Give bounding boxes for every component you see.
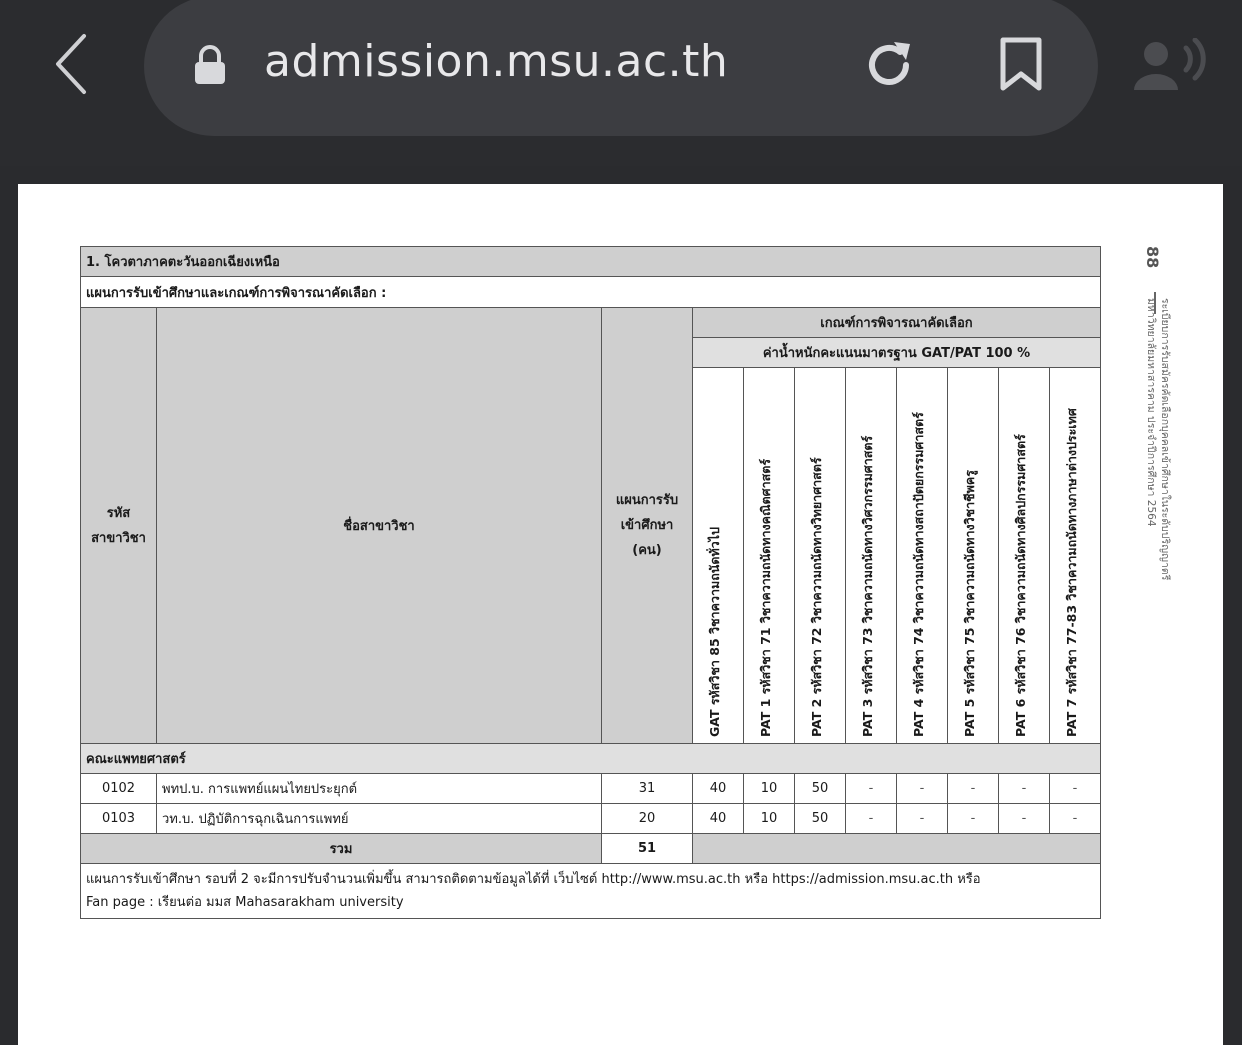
row-name: วท.บ. ปฏิบัติการฉุกเฉินการแพทย์ — [157, 804, 602, 834]
page-number: 88 — [1143, 246, 1162, 269]
row-value: - — [999, 804, 1050, 834]
admission-table — [80, 246, 1101, 919]
row-value: - — [999, 774, 1050, 804]
row-plan: 31 — [602, 774, 693, 804]
row-value: 40 — [693, 774, 744, 804]
row-plan: 20 — [602, 804, 693, 834]
header-subject-pat3: PAT 3 รหัสวิชา 73 วิชาความถนัดทางวิศวกรรมศาสตร์ — [846, 368, 897, 744]
side-text-line-2: มหาวิทยาลัยมหาสารคาม ประจำปีการศึกษา 2564 — [1145, 298, 1157, 527]
total-label: รวม — [81, 834, 602, 864]
row-value: - — [1050, 804, 1101, 834]
header-weight: ค่าน้ำหนักคะแนนมาตรฐาน GAT/PAT 100 % — [693, 338, 1101, 368]
row-value: 50 — [795, 804, 846, 834]
row-value: - — [948, 804, 999, 834]
section-title: 1. โควตาภาคตะวันออกเฉียงเหนือ — [81, 247, 1101, 277]
header-plan: แผนการรับ เข้าศึกษา (คน) — [602, 308, 693, 744]
browser-toolbar — [0, 0, 1242, 166]
header-criteria: เกณฑ์การพิจารณาคัดเลือก — [693, 308, 1101, 338]
row-value: 10 — [744, 774, 795, 804]
bookmark-icon[interactable] — [998, 36, 1044, 92]
lock-icon — [192, 44, 228, 86]
header-subject-pat7: PAT 7 รหัสวิชา 77-83 วิชาความถนัดทางภาษาต่างประเทศ — [1050, 368, 1101, 744]
total-filler — [693, 834, 1101, 864]
row-value: 40 — [693, 804, 744, 834]
table-row — [81, 804, 1101, 834]
header-name: ชื่อสาขาวิชา — [157, 308, 602, 744]
side-text-line-1: ระเบียบการรับสมัครคัดเลือกบุคคลเข้าศึกษาในระดับปริญญาตรี — [1159, 298, 1171, 581]
note-line-1: แผนการรับเข้าศึกษา รอบที่ 2 จะมีการปรับจำนวนเพิ่มขึ้น สามารถติดตามข้อมูลได้ที่ เว็บไซต์ http://www.msu.ac.th หรือ https://admission.msu.ac.th หรือ — [86, 872, 981, 887]
row-value: - — [897, 804, 948, 834]
header-subject-pat4: PAT 4 รหัสวิชา 74 วิชาความถนัดทางสถาปัตยกรรมศาสตร์ — [897, 368, 948, 744]
note-line-2: Fan page : เรียนต่อ มมส Mahasarakham university — [86, 895, 404, 910]
plan-subtitle: แผนการรับเข้าศึกษาและเกณฑ์การพิจารณาคัดเลือก : — [81, 277, 1101, 308]
row-value: - — [846, 774, 897, 804]
row-value: - — [1050, 774, 1101, 804]
faculty-row: คณะแพทยศาสตร์ — [81, 744, 1101, 774]
header-subject-pat6: PAT 6 รหัสวิชา 76 วิชาความถนัดทางศิลปกรรมศาสตร์ — [999, 368, 1050, 744]
reload-icon[interactable] — [862, 38, 916, 92]
row-value: - — [846, 804, 897, 834]
table-row — [81, 774, 1101, 804]
row-value: - — [897, 774, 948, 804]
row-value: - — [948, 774, 999, 804]
side-running-header — [1144, 298, 1172, 580]
row-name: พทป.บ. การแพทย์แผนไทยประยุกต์ — [157, 774, 602, 804]
header-subject-gat: GAT รหัสวิชา 85 วิชาความถนัดทั่วไป — [693, 368, 744, 744]
header-subject-pat5: PAT 5 รหัสวิชา 75 วิชาความถนัดทางวิชาชีพครู — [948, 368, 999, 744]
plan-note — [81, 864, 1101, 919]
row-code: 0103 — [81, 804, 157, 834]
header-subject-pat1: PAT 1 รหัสวิชา 71 วิชาความถนัดทางคณิตศาสตร์ — [744, 368, 795, 744]
row-code: 0102 — [81, 774, 157, 804]
header-code: รหัส สาขาวิชา — [81, 308, 157, 744]
row-value: 50 — [795, 774, 846, 804]
total-value: 51 — [602, 834, 693, 864]
back-chevron-icon[interactable] — [52, 32, 92, 96]
row-value: 10 — [744, 804, 795, 834]
url-text[interactable]: admission.msu.ac.th — [264, 36, 729, 87]
header-subject-pat2: PAT 2 รหัสวิชา 72 วิชาความถนัดทางวิทยาศาสตร์ — [795, 368, 846, 744]
person-speaking-icon[interactable] — [1132, 38, 1208, 94]
